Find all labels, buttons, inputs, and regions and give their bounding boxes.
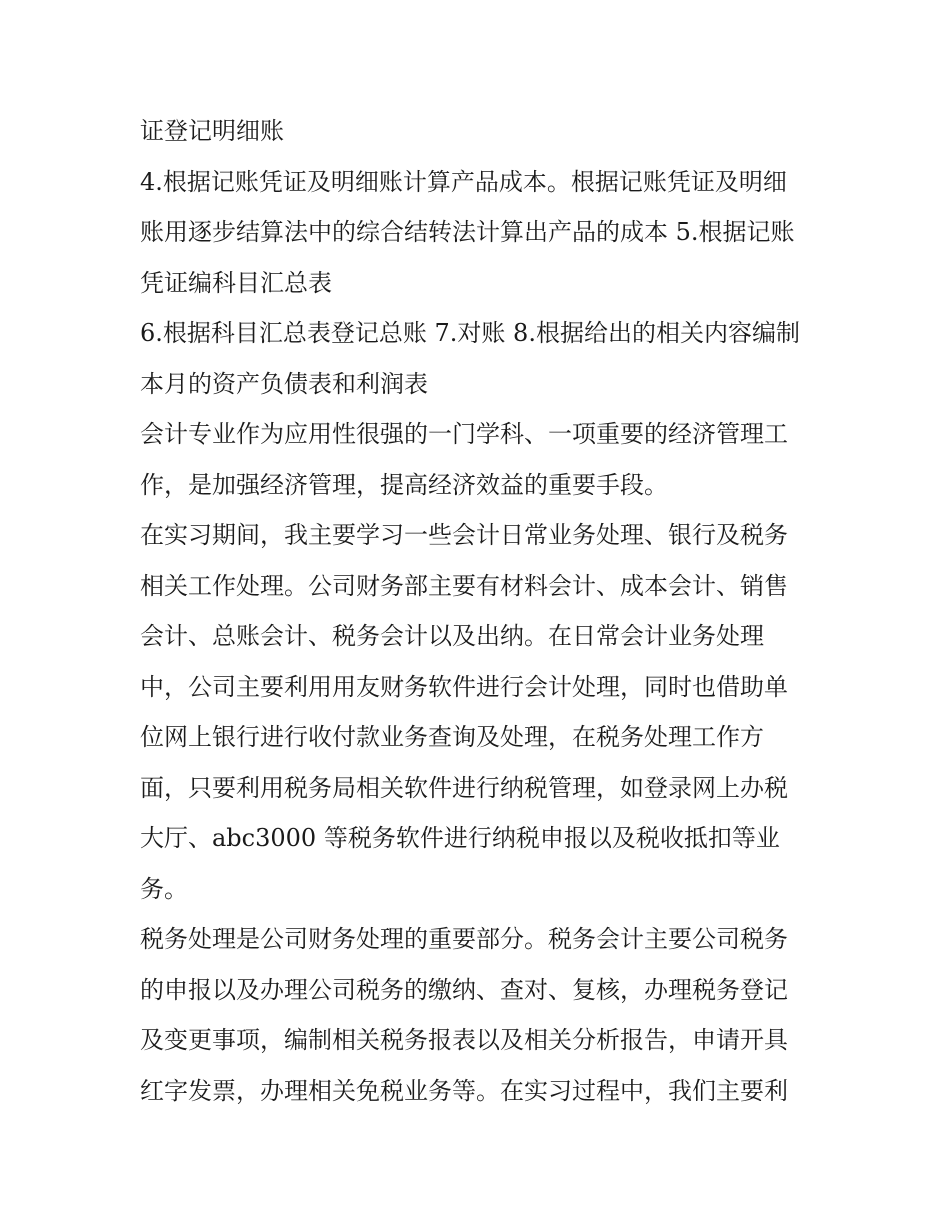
text-line: 面，只要利用税务局相关软件进行纳税管理，如登录网上办税 <box>140 773 788 802</box>
text-line: 及变更事项，编制相关税务报表以及相关分析报告，申请开具 <box>140 1026 788 1054</box>
text-line: 4.根据记账凭证及明细账计算产品成本。根据记账凭证及明细 <box>140 167 787 196</box>
text-line: 中，公司主要利用用友财务软件进行会计处理，同时也借助单 <box>140 672 788 701</box>
text-line: 税务处理是公司财务处理的重要部分。税务会计主要公司税务 <box>140 925 788 953</box>
text-line: 6.根据科目汇总表登记总账 7.对账 8.根据给出的相关内容编制 <box>140 319 800 347</box>
text-line: 会计专业作为应用性很强的一门学科、一项重要的经济管理工 <box>140 420 788 448</box>
text-line: 大厅、abc3000 等税务软件进行纳税申报以及税收抵扣等业 <box>140 824 780 852</box>
text-line: 会计、总账会计、税务会计以及出纳。在日常会计业务处理 <box>140 622 764 650</box>
text-line: 证登记明细账 <box>140 117 284 145</box>
text-line: 的申报以及办理公司税务的缴纳、查对、复核，办理税务登记 <box>140 975 788 1004</box>
text-line: 位网上银行进行收付款业务查询及处理，在税务处理工作方 <box>140 723 764 751</box>
text-line: 凭证编科目汇总表 <box>140 268 332 297</box>
text-line: 在实习期间，我主要学习一些会计日常业务处理、银行及税务 <box>140 521 788 549</box>
text-line: 本月的资产负债表和利润表 <box>140 369 428 398</box>
text-line: 务。 <box>140 874 188 903</box>
text-line: 红字发票，办理相关免税业务等。在实习过程中，我们主要利 <box>140 1076 788 1105</box>
text-line: 账用逐步结算法中的综合结转法计算出产品的成本 5.根据记账 <box>140 218 795 246</box>
text-line: 作，是加强经济管理，提高经济效益的重要手段。 <box>140 470 668 499</box>
document-body <box>140 106 820 1116</box>
text-line: 相关工作处理。公司财务部主要有材料会计、成本会计、销售 <box>140 571 788 600</box>
